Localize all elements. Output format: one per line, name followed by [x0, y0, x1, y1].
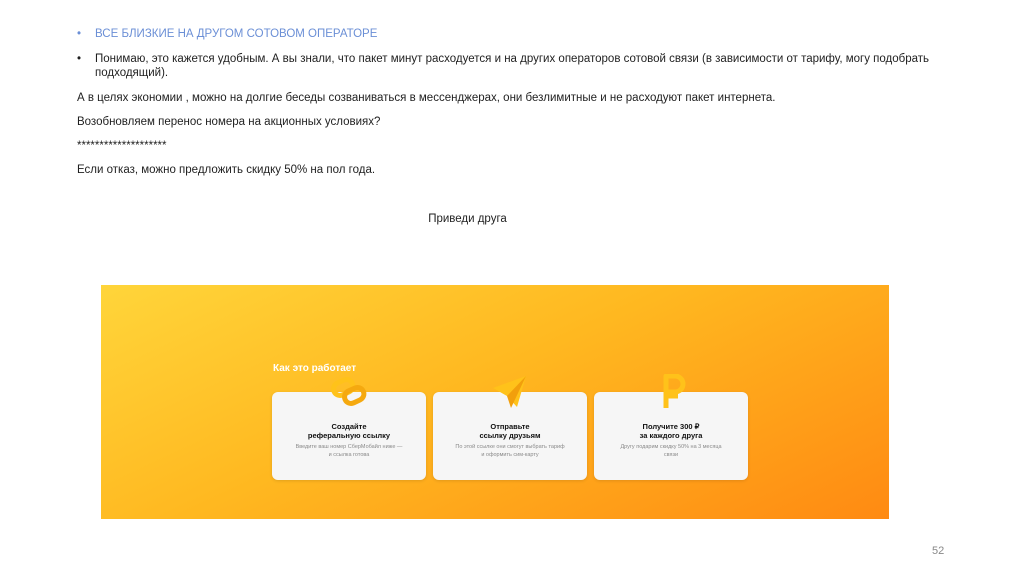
card-create-link [272, 392, 426, 480]
slide-text [77, 27, 967, 187]
banner-title: Как это работает [273, 363, 357, 374]
paragraph-question: Возобновляем перенос номера на акционных условиях? [77, 116, 381, 128]
card-description: По этой ссылке они смогут выбрать тариф и оформить сим-карту [455, 444, 565, 458]
bullet-marker: • [77, 53, 82, 65]
bullet-text: Понимаю, это кажется удобным. А вы знали, что пакет минут расходуется и на других операторов сотовой связи (в зависимости от тарифу, могу подобрать подходящий). [95, 53, 930, 79]
card-get-bonus [594, 392, 748, 480]
subtitle: Приведи друга [428, 213, 507, 225]
heading-bullet: • [77, 28, 82, 40]
referral-banner [101, 285, 889, 519]
paragraph-discount: Если отказ, можно предложить скидку 50% на пол года. [77, 164, 376, 176]
card-description: Введите ваш номер СберМобайл ниже — и ссылка готова [295, 444, 403, 458]
ruble-icon [651, 374, 691, 410]
separator: ******************** [77, 140, 167, 152]
bullet-row [77, 52, 967, 80]
link-icon [329, 374, 369, 410]
page-number: 52 [932, 545, 945, 557]
card-title: Отправьте ссылку друзьям [479, 422, 541, 440]
card-description: Другу подарим скидку 50% на 3 месяца связи [620, 444, 722, 458]
card-send-link [433, 392, 587, 480]
card-title: Создайте реферальную ссылку [307, 422, 391, 440]
slide-heading: ВСЕ БЛИЗКИЕ НА ДРУГОМ СОТОВОМ ОПЕРАТОРЕ [95, 28, 378, 40]
paper-plane-icon [490, 374, 530, 410]
card-title: Получите 300 ₽ за каждого друга [639, 422, 703, 440]
heading-row [77, 27, 967, 41]
paragraph-messengers: А в целях экономии , можно на долгие беседы созваниваться в мессенджерах, они безлимитные и не расходуют пакет интернета. [77, 92, 776, 104]
